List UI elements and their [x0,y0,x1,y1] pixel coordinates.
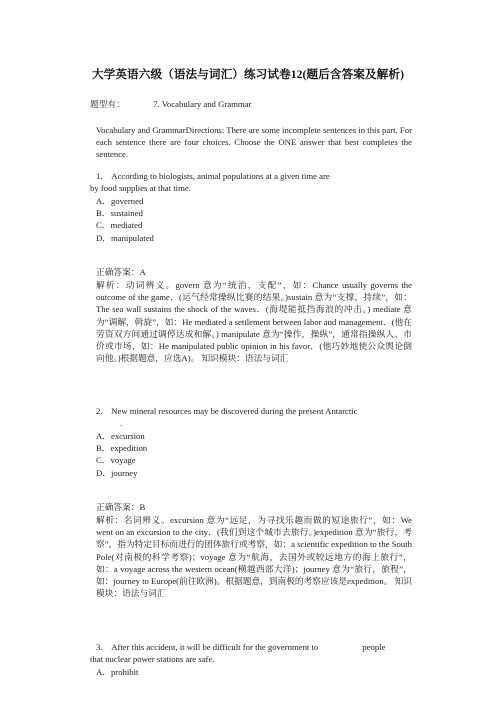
question-3-options [90,666,412,678]
question-1-options [90,195,412,244]
question-3-stem-line1: 3. After this accident, it will be difficult for the government to [96,642,319,652]
question-3-stem-cont [90,653,406,665]
option-a: A．excursion [96,431,145,441]
question-1-stem-line2: by food supplies at that time. [90,183,191,193]
option-d: D．manipulated [96,232,154,243]
question-type-line [90,98,406,110]
question-3-stem-line2: that nuclear power stations are safe. [90,654,215,664]
option-b: B．expedition [96,443,148,454]
question-2-analysis: 解析：名词辨义。excursion 意为“远足，为寻找乐趣而做的短途旅行”，如：We went on an excursion to the city．(我们到这个城市去旅行。)expedition 意为“旅行，考察”，指为特定目标而进行的团体旅行或考察，如：a scientific expedition to the South Pole(对南极的科学考察)；voyage 意为“航海，去国外或较远地方的海上旅行”，如：a voyage across the western ocean(横越西部大洋)；journey 意为“旅行，旅程”，如：journey to Europe(前往欧洲)。根据题意，到南极的考察应该是expedition。 知识模块：语法与词汇 [96,515,412,599]
question-type-value: 7. Vocabulary and Grammar [153,99,252,109]
question-2-stem-cont [90,417,436,429]
option-b: B．sustained [96,208,143,219]
question-type-label: 题型有： [90,99,125,109]
question-2-stem-line2: . [120,418,123,428]
question-2-options [90,430,412,479]
question-1-analysis: 解析：动词辨义。govern 意为“统治，支配”，如：Chance usually governs the outcome of the game．(运气经常操纵比赛的结果。)sustain 意为“支撑，持续”，如：The sea wall sustains the shock of the waves．(海堤能抵挡海浪的冲击。) mediate 意为“调解，斡旋”，如：He mediated a settlement between labor and management．(他在劳资双方间通过调停达成和解。) manipulate 意为“操作，操纵”，通常指操纵人、市价或市场，如：He manipulated public opinion in his favor．(他巧妙地使公众舆论倒向他。)根据题意，应选A)。 知识模块：语法与词汇 [96,280,412,364]
question-1-stem-cont [90,182,406,194]
directions-paragraph: Vocabulary and GrammarDirections: There are some incomplete sentences in this part. For each sentence there are four choices. Choose the ONE answer that best completes the sentence. [96,125,412,160]
option-c: C．mediated [96,220,143,231]
question-1-answer: 正确答案：A [96,267,146,277]
question-2-stem [90,405,412,417]
question-3-stem [90,641,412,653]
option-d: D．journey [96,467,138,478]
question-3-stem-line1-end: people [362,642,386,652]
option-a: A．prohibit [96,667,139,677]
question-1-stem [90,170,412,182]
question-2-answer: 正确答案：B [96,502,146,512]
option-a: A．governed [96,196,144,206]
option-c: C．voyage [96,455,136,466]
document-title: 大学英语六级（语法与词汇）练习试卷12(题后含答案及解析) [91,68,405,81]
question-2-stem-line1: 2. New mineral resources may be discovered during the present Antarctic [96,406,358,416]
question-1-stem-line1: 1. According to biologists, animal populations at a given time are [96,171,330,181]
